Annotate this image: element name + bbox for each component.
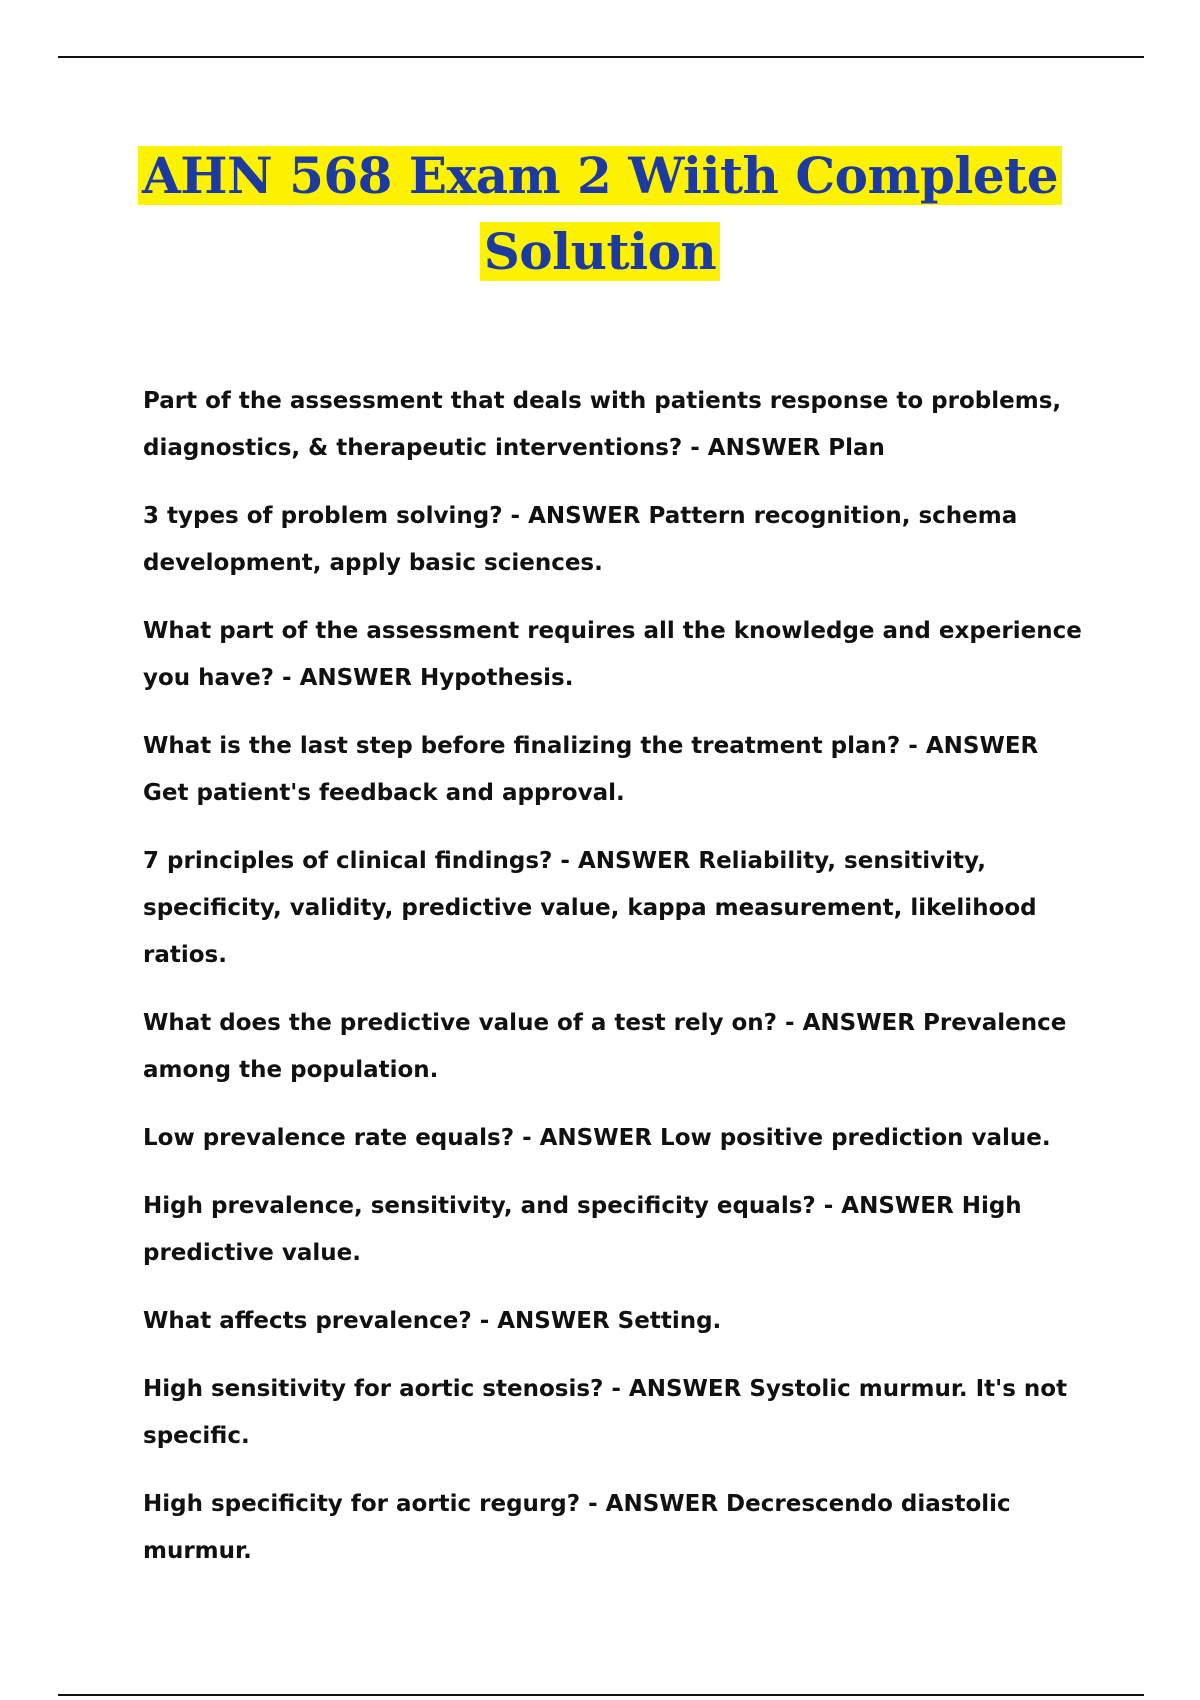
qa-item: High specificity for aortic regurg? - ANSWER Decrescendo diastolic murmur. — [143, 1491, 1011, 1564]
qa-item: 7 principles of clinical findings? - ANSWER Reliability, sensitivity, specificity, validity, predictive value, kappa measurement, likelihood ratios. — [143, 848, 1037, 968]
qa-item: Part of the assessment that deals with patients response to problems, diagnostics, & therapeutic interventions? - ANSWER Plan — [143, 388, 1062, 461]
qa-item: High sensitivity for aortic stenosis? - ANSWER Systolic murmur. It's not specific. — [143, 1376, 1068, 1449]
qa-item: What affects prevalence? - ANSWER Setting. — [143, 1308, 722, 1334]
qa-item: What does the predictive value of a test rely on? - ANSWER Prevalence among the population. — [143, 1010, 1067, 1083]
qa-item: High prevalence, sensitivity, and specificity equals? - ANSWER High predictive value. — [143, 1193, 1022, 1266]
qa-item: What part of the assessment requires all the knowledge and experience you have? - ANSWER Hypothesis. — [143, 618, 1082, 691]
document-title — [100, 138, 1100, 290]
qa-list — [143, 378, 1083, 1596]
qa-item: 3 types of problem solving? - ANSWER Pattern recognition, schema development, apply basic sciences. — [143, 503, 1018, 576]
qa-item: Low prevalence rate equals? - ANSWER Low positive prediction value. — [143, 1125, 1051, 1151]
top-rule — [58, 56, 1144, 58]
bottom-rule — [58, 1694, 1144, 1696]
qa-item: What is the last step before finalizing the treatment plan? - ANSWER Get patient's feedback and approval. — [143, 733, 1039, 806]
title-highlight: AHN 568 Exam 2 Wiith Complete Solution — [138, 146, 1062, 281]
